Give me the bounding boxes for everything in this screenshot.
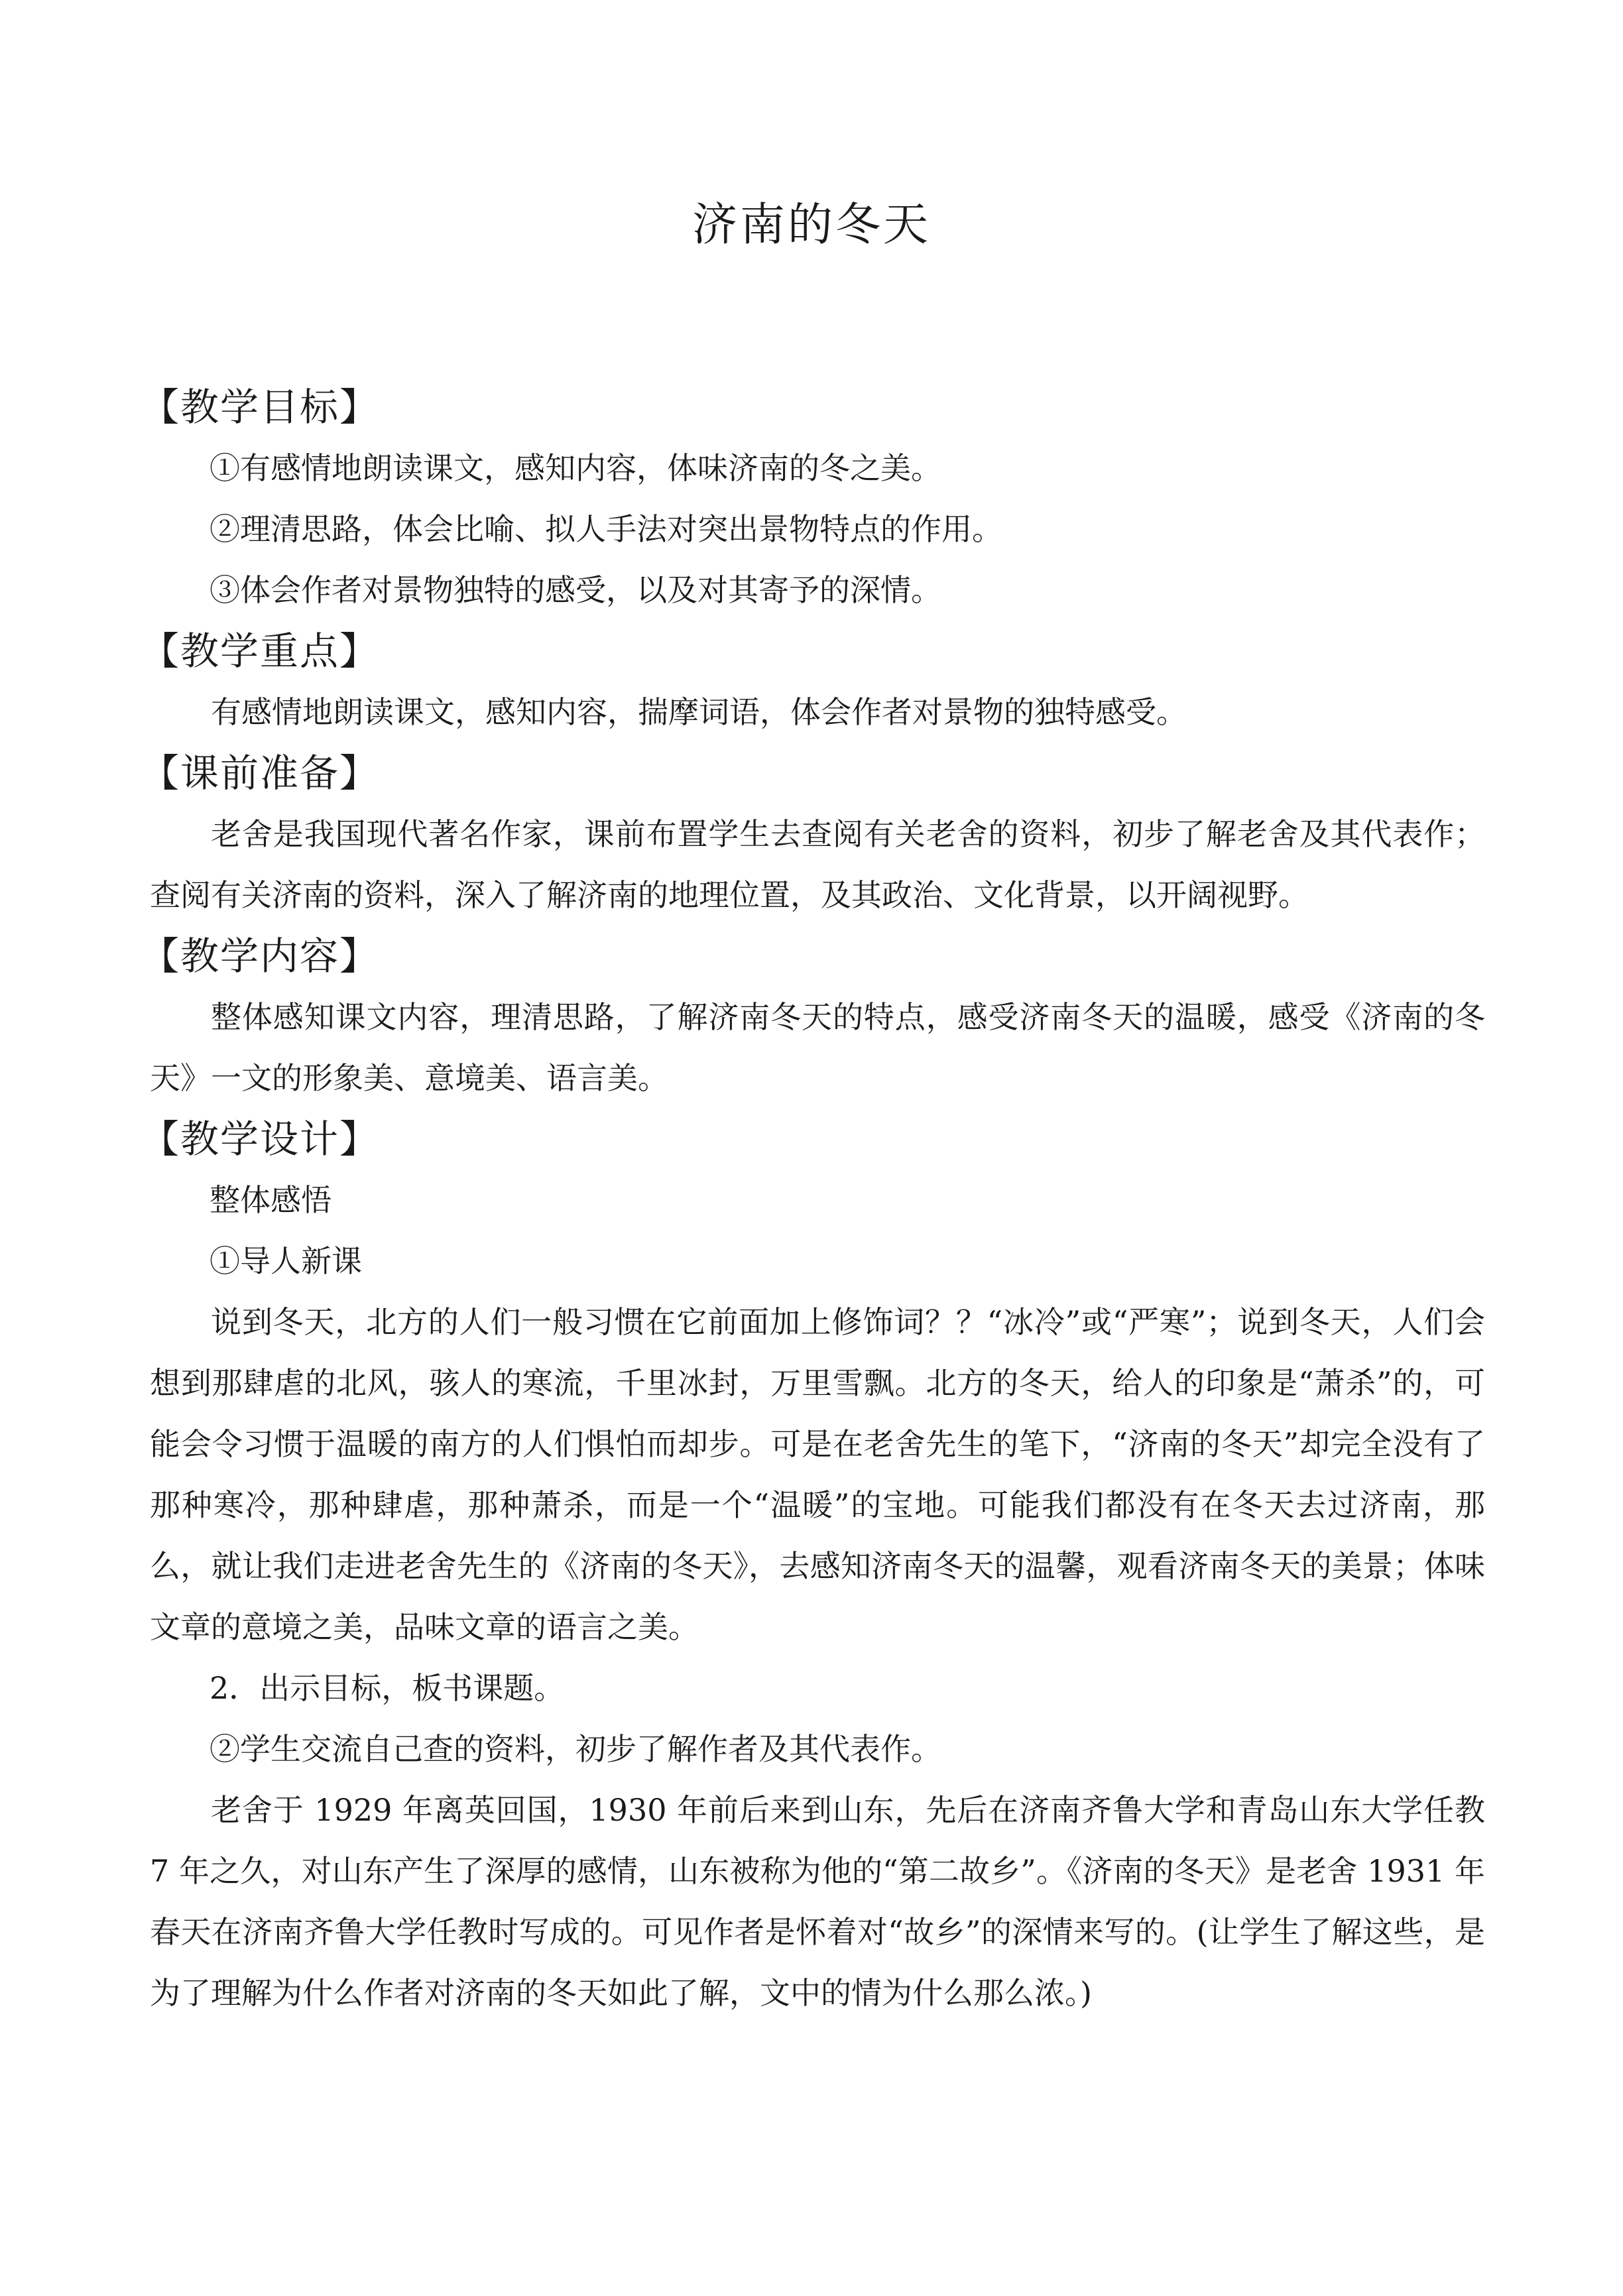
document-body bbox=[141, 377, 1485, 2024]
goal-item: ③体会作者对景物独特的感受，以及对其寄予的深情。 bbox=[210, 572, 941, 608]
introduction-paragraph: 说到冬天，北方的人们一般习惯在它前面加上修饰词？？“冰冷”或“严寒”；说到冬天，人们会想到那肆虐的北风，骇人的寒流，千里冰封，万里雪飘。北方的冬天，给人的印象是“萧杀”的，可能会令习惯于温暖的南方的人们惧怕而却步。可是在老舍先生的笔下，“济南的冬天”却完全没有了那种寒冷，那种肆虐，那种萧杀，而是一个“温暖”的宝地。可能我们都没有在冬天去过济南，那么，就让我们走进老舍先生的《济南的冬天》，去感知济南冬天的温馨，观看济南冬天的美景；体味文章的意境之美，品味文章的语言之美。 bbox=[150, 1304, 1485, 1645]
author-background-paragraph: 老舍于 1929 年离英回国，1930 年前后来到山东，先后在济南齐鲁大学和青岛山东大学任教 7 年之久，对山东产生了深厚的感情，山东被称为他的“第二故乡”。《济南的冬天》是老舍 1931 年春天在济南齐鲁大学任教时写成的。可见作者是怀着对“故乡”的深情来写的。(让学生了解这些，是为了理解为什么作者对济南的冬天如此了解，文中的情为什么那么浓。) bbox=[150, 1792, 1485, 2011]
design-step: ①导人新课 bbox=[210, 1243, 362, 1279]
section-heading-teaching-goals: 【教学目标】 bbox=[141, 385, 380, 430]
section-heading-preparation: 【课前准备】 bbox=[141, 751, 380, 796]
section-heading-key-points: 【教学重点】 bbox=[141, 629, 380, 674]
document-title: 济南的冬天 bbox=[691, 199, 931, 251]
section-heading-design: 【教学设计】 bbox=[141, 1117, 380, 1162]
key-points-paragraph: 有感情地朗读课文，感知内容，揣摩词语，体会作者对景物的独特感受。 bbox=[211, 694, 1187, 730]
preparation-paragraph: 老舍是我国现代著名作家，课前布置学生去查阅有关老舍的资料，初步了解老舍及其代表作；查阅有关济南的资料，深入了解济南的地理位置，及其政治、文化背景，以开阔视野。 bbox=[150, 816, 1485, 913]
design-subheading: 整体感悟 bbox=[210, 1182, 331, 1218]
design-step: 2．出示目标，板书课题。 bbox=[210, 1670, 565, 1706]
content-paragraph: 整体感知课文内容，理清思路，了解济南冬天的特点，感受济南冬天的温暖，感受《济南的冬天》一文的形象美、意境美、语言美。 bbox=[150, 999, 1485, 1096]
goal-item: ①有感情地朗读课文，感知内容，体味济南的冬之美。 bbox=[210, 450, 941, 486]
goal-item: ②理清思路，体会比喻、拟人手法对突出景物特点的作用。 bbox=[210, 511, 1002, 547]
section-heading-content: 【教学内容】 bbox=[141, 934, 380, 979]
design-step: ②学生交流自己查的资料，初步了解作者及其代表作。 bbox=[210, 1731, 941, 1767]
